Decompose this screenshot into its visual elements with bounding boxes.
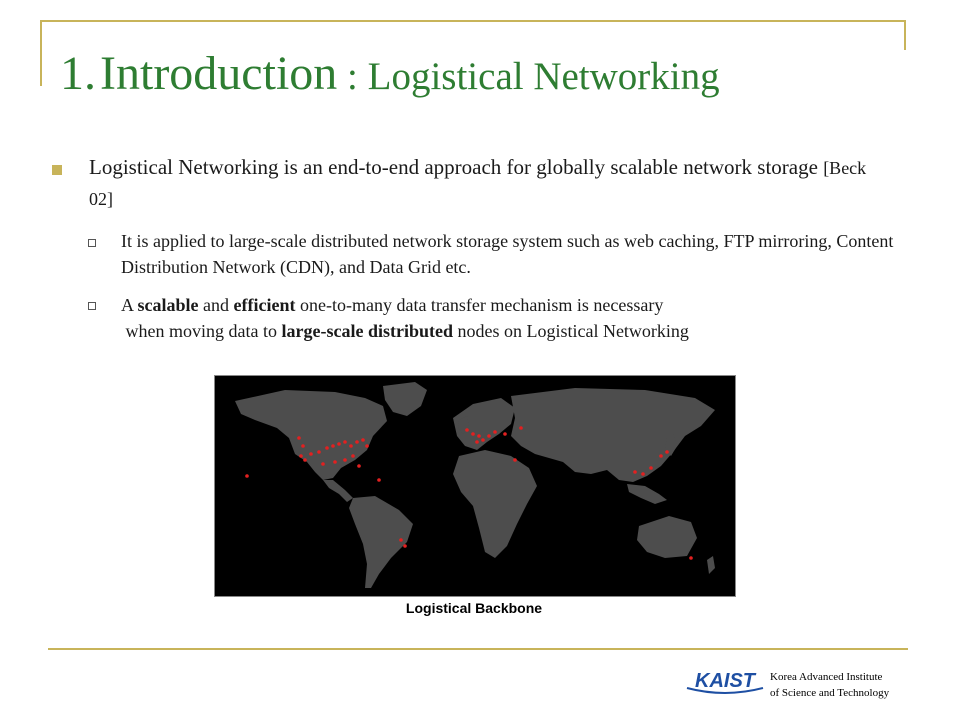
node-dot xyxy=(317,450,321,454)
node-dot xyxy=(303,458,307,462)
node-dot xyxy=(475,440,479,444)
sub-bullet-1: It is applied to large-scale distributed network storage system such as web caching, FTP mirroring, Content Distribution Network (CDN), and Data Grid etc. xyxy=(121,231,894,277)
sub-bullet-2-text: when moving data to xyxy=(125,321,282,341)
sub-bullet-2-text: and xyxy=(198,295,234,315)
top-rule xyxy=(40,20,906,22)
figure-caption: Logistical Backbone xyxy=(405,600,543,616)
sub-bullet-2 xyxy=(121,292,931,344)
title-main: Introduction xyxy=(100,47,338,100)
world-map xyxy=(215,376,735,596)
hollow-square-bullet-icon xyxy=(88,239,96,247)
kaist-logo-text: KAIST xyxy=(695,670,755,692)
node-dot xyxy=(321,462,325,466)
title-number: 1. xyxy=(60,47,96,100)
greenland xyxy=(383,382,427,416)
node-dot xyxy=(351,454,355,458)
south-america xyxy=(349,496,413,588)
node-dot xyxy=(331,444,335,448)
node-dot xyxy=(361,438,365,442)
node-dot xyxy=(659,454,663,458)
kaist-logo xyxy=(685,668,765,696)
new-zealand xyxy=(707,556,715,574)
emphasis-large-scale-distributed: large-scale distributed xyxy=(281,321,453,341)
title-separator: : xyxy=(337,55,368,98)
node-dot xyxy=(333,460,337,464)
node-dot xyxy=(477,434,481,438)
hollow-square-bullet-icon xyxy=(88,302,96,310)
node-dot xyxy=(465,428,469,432)
central-america xyxy=(323,480,353,502)
node-dot xyxy=(365,444,369,448)
left-rule xyxy=(40,20,42,86)
node-dot xyxy=(665,450,669,454)
node-dot xyxy=(641,472,645,476)
node-dot xyxy=(481,438,485,442)
node-dot xyxy=(301,444,305,448)
node-dot xyxy=(343,440,347,444)
node-dot xyxy=(337,442,341,446)
node-dot xyxy=(493,430,497,434)
australia xyxy=(637,516,697,558)
institution-line-2: of Science and Technology xyxy=(770,687,890,699)
southeast-asia xyxy=(627,484,667,504)
node-dot xyxy=(513,458,517,462)
node-dot xyxy=(377,478,381,482)
node-dot xyxy=(503,432,507,436)
africa xyxy=(453,450,537,558)
node-dot xyxy=(299,454,303,458)
node-dot xyxy=(245,474,249,478)
square-bullet-icon xyxy=(52,165,62,175)
node-dot xyxy=(689,556,693,560)
sub-bullet-2-text: A xyxy=(121,295,138,315)
node-dot xyxy=(349,444,353,448)
node-dot xyxy=(309,452,313,456)
emphasis-scalable: scalable xyxy=(137,295,199,315)
institution-name xyxy=(770,669,889,701)
emphasis-efficient: efficient xyxy=(233,295,296,315)
sub-bullet-2-text: nodes on Logistical Networking xyxy=(452,321,689,341)
node-dot xyxy=(519,426,523,430)
sub-bullet-2-text: one-to-many data transfer mechanism is necessary xyxy=(295,295,664,315)
world-map-figure xyxy=(214,375,736,597)
node-dot xyxy=(343,458,347,462)
institution-line-1: Korea Advanced Institute xyxy=(770,671,883,683)
node-dot xyxy=(325,446,329,450)
node-dot xyxy=(297,436,301,440)
right-rule xyxy=(904,20,906,50)
node-dot xyxy=(403,544,407,548)
slide-title xyxy=(60,46,720,101)
node-dot xyxy=(471,432,475,436)
footer-rule xyxy=(48,648,908,650)
main-bullet-reference: [Beck 02] xyxy=(89,158,867,209)
node-dot xyxy=(399,538,403,542)
node-dot xyxy=(649,466,653,470)
asia xyxy=(511,388,715,482)
node-dot xyxy=(355,440,359,444)
node-dot xyxy=(633,470,637,474)
node-dot xyxy=(487,434,491,438)
north-america xyxy=(235,390,387,480)
title-sub: Logistical Networking xyxy=(367,55,720,98)
node-dot xyxy=(357,464,361,468)
continents xyxy=(235,382,715,588)
main-bullet-body: Logistical Networking is an end-to-end approach for globally scalable network storage xyxy=(89,155,824,179)
main-bullet-text xyxy=(89,152,889,214)
